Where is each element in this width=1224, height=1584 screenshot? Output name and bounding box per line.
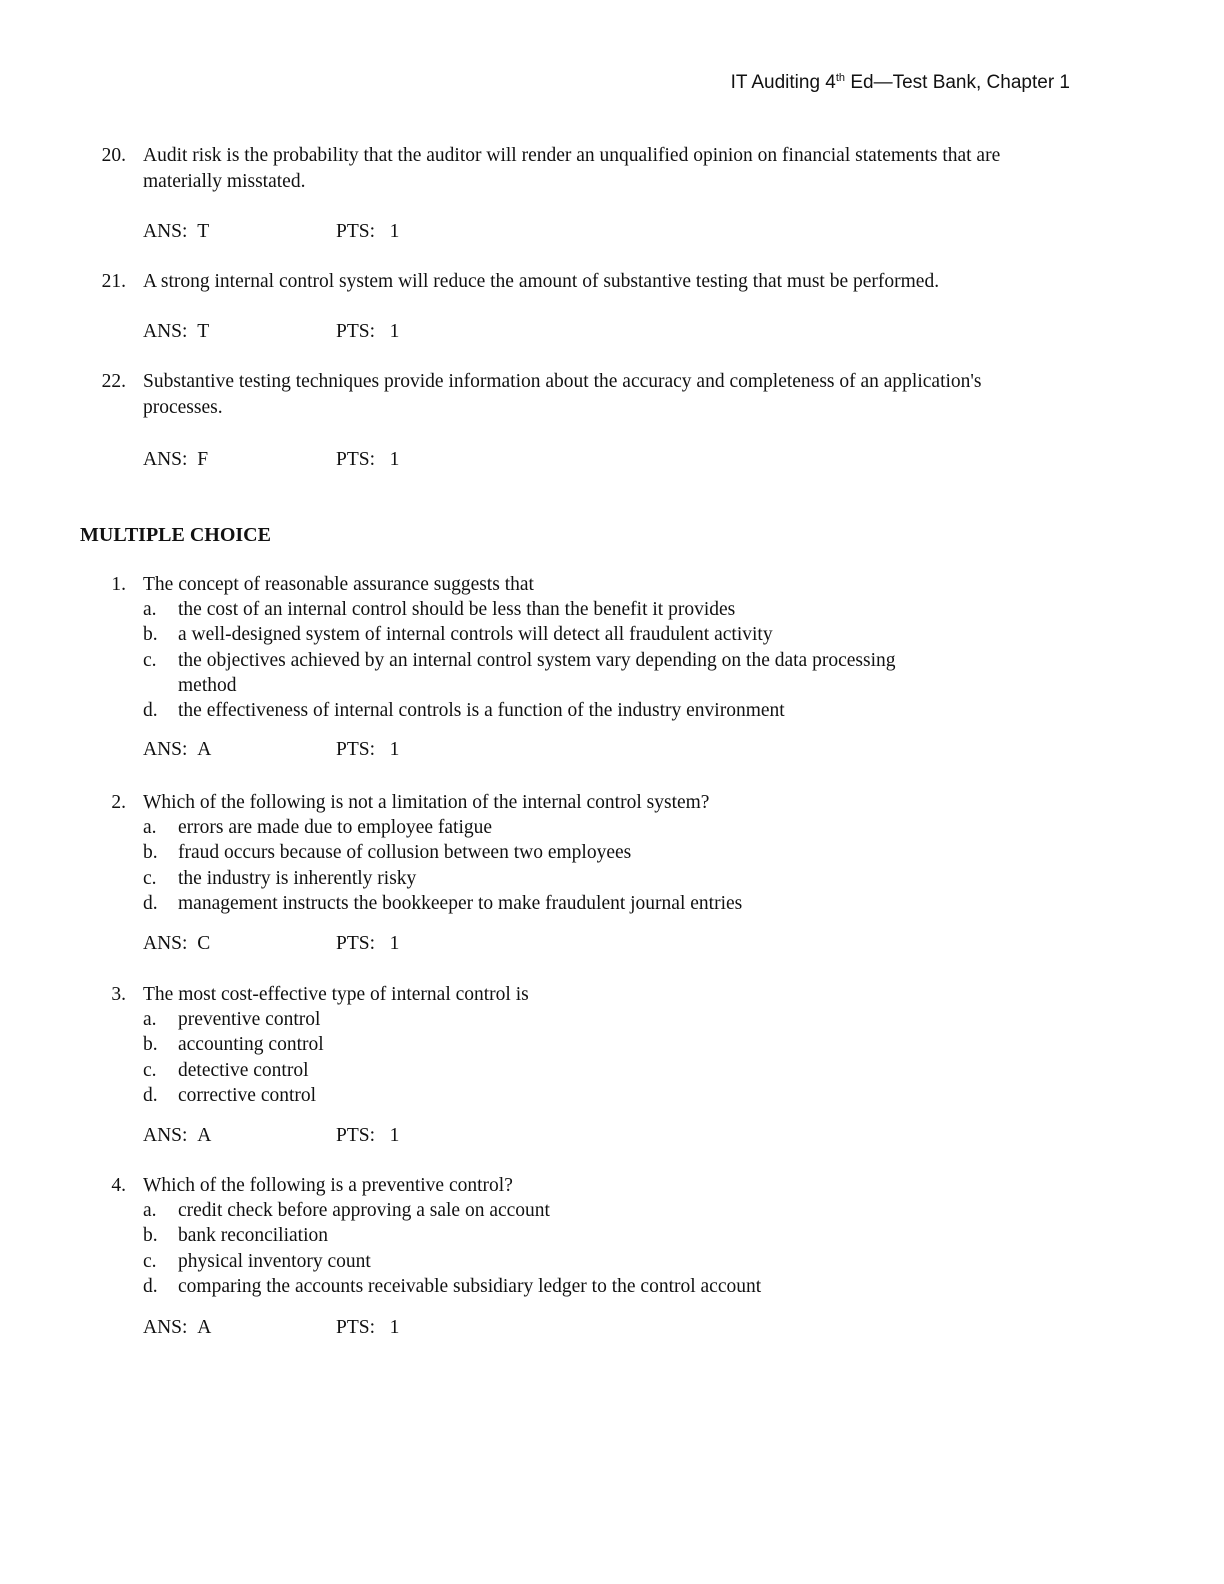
option-letter: c. bbox=[143, 867, 157, 889]
option-letter: a. bbox=[143, 599, 157, 620]
option-text: physical inventory count bbox=[178, 1250, 371, 1272]
pts-group bbox=[336, 219, 399, 245]
options-list bbox=[143, 815, 923, 916]
option-letter: c. bbox=[143, 1059, 157, 1081]
answer-line bbox=[143, 1123, 400, 1149]
option-text: bank reconciliation bbox=[178, 1225, 328, 1247]
option-letter: a. bbox=[143, 1009, 157, 1030]
question-number: 2. bbox=[111, 792, 126, 813]
option-text: detective control bbox=[178, 1059, 309, 1081]
option-d bbox=[143, 1274, 923, 1299]
option-text: the effectiveness of internal controls is a function of the industry environment bbox=[178, 700, 785, 722]
option-text: accounting control bbox=[178, 1034, 324, 1056]
option-letter: b. bbox=[143, 1034, 158, 1056]
header-subtitle: Ed—Test Bank, Chapter 1 bbox=[845, 72, 1070, 93]
options-list bbox=[143, 1007, 923, 1108]
question-number: 22. bbox=[101, 371, 126, 392]
answer-line bbox=[143, 447, 400, 473]
option-b bbox=[143, 622, 903, 647]
option-d bbox=[143, 698, 903, 723]
option-letter: b. bbox=[143, 1225, 158, 1247]
ans-value: A bbox=[197, 1125, 212, 1146]
option-b bbox=[143, 1223, 923, 1248]
ans-label: ANS: bbox=[143, 1317, 188, 1338]
page-header bbox=[731, 72, 1070, 94]
ans-label: ANS: bbox=[143, 449, 188, 470]
pts-group bbox=[336, 1315, 399, 1341]
option-text: credit check before approving a sale on account bbox=[178, 1200, 550, 1221]
option-letter: b. bbox=[143, 624, 158, 646]
option-text: the objectives achieved by an internal control system vary depending on the data processing method bbox=[178, 649, 896, 696]
answer-line bbox=[143, 1315, 400, 1341]
section-title: MULTIPLE CHOICE bbox=[80, 524, 271, 546]
question-text: The concept of reasonable assurance suggests that bbox=[143, 574, 534, 595]
question-text: A strong internal control system will reduce the amount of substantive testing that must be performed. bbox=[143, 271, 940, 292]
ans-label: ANS: bbox=[143, 739, 188, 760]
pts-value: 1 bbox=[389, 739, 400, 760]
question-number: 21. bbox=[101, 271, 126, 292]
question-text: The most cost-effective type of internal control is bbox=[143, 984, 529, 1005]
question-number: 3. bbox=[111, 984, 126, 1005]
pts-group bbox=[336, 447, 399, 473]
pts-label: PTS: bbox=[336, 1125, 376, 1146]
option-text: the industry is inherently risky bbox=[178, 867, 417, 889]
pts-value: 1 bbox=[389, 321, 400, 342]
option-a bbox=[143, 815, 923, 840]
option-c bbox=[143, 866, 923, 891]
option-letter: d. bbox=[143, 892, 158, 914]
option-a bbox=[143, 1007, 923, 1032]
header-superscript: th bbox=[835, 72, 846, 84]
pts-value: 1 bbox=[389, 1125, 400, 1146]
pts-group bbox=[336, 737, 399, 763]
option-text: errors are made due to employee fatigue bbox=[178, 817, 493, 838]
option-d bbox=[143, 1083, 923, 1108]
option-c bbox=[143, 648, 903, 699]
option-text: a well-designed system of internal controls will detect all fraudulent activity bbox=[178, 624, 773, 646]
ans-label: ANS: bbox=[143, 933, 188, 954]
ans-label: ANS: bbox=[143, 321, 188, 342]
pts-label: PTS: bbox=[336, 1317, 376, 1338]
option-text: corrective control bbox=[178, 1084, 317, 1106]
pts-label: PTS: bbox=[336, 321, 376, 342]
question-number: 4. bbox=[111, 1175, 126, 1196]
option-letter: d. bbox=[143, 1084, 158, 1106]
option-letter: b. bbox=[143, 842, 158, 864]
ans-label: ANS: bbox=[143, 1125, 188, 1146]
pts-value: 1 bbox=[389, 449, 400, 470]
option-b bbox=[143, 840, 923, 865]
option-d bbox=[143, 891, 923, 916]
pts-group bbox=[336, 1123, 399, 1149]
question-text: Which of the following is a preventive control? bbox=[143, 1175, 513, 1196]
option-c bbox=[143, 1249, 923, 1274]
ans-label: ANS: bbox=[143, 221, 188, 242]
pts-label: PTS: bbox=[336, 739, 376, 760]
pts-value: 1 bbox=[389, 221, 400, 242]
option-letter: d. bbox=[143, 1275, 158, 1297]
question-text: Audit risk is the probability that the auditor will render an unqualified opinion on financial statements that are materially misstated. bbox=[143, 145, 1001, 192]
options-list bbox=[143, 1198, 923, 1299]
question-number: 20. bbox=[101, 145, 126, 166]
ans-value: A bbox=[197, 1317, 212, 1338]
option-letter: c. bbox=[143, 1250, 157, 1272]
option-letter: a. bbox=[143, 817, 157, 838]
question-number: 1. bbox=[111, 574, 126, 595]
answer-line bbox=[143, 219, 400, 245]
ans-value: A bbox=[197, 739, 212, 760]
pts-label: PTS: bbox=[336, 449, 376, 470]
option-b bbox=[143, 1032, 923, 1057]
option-text: preventive control bbox=[178, 1009, 321, 1030]
option-a bbox=[143, 1198, 923, 1223]
answer-line bbox=[143, 931, 400, 957]
option-text: comparing the accounts receivable subsidiary ledger to the control account bbox=[178, 1275, 762, 1297]
pts-label: PTS: bbox=[336, 221, 376, 242]
ans-value: T bbox=[197, 321, 210, 342]
option-letter: a. bbox=[143, 1200, 157, 1221]
answer-line bbox=[143, 737, 400, 763]
option-text: management instructs the bookkeeper to make fraudulent journal entries bbox=[178, 892, 743, 914]
question-text: Substantive testing techniques provide information about the accuracy and completeness of an application's processes. bbox=[143, 371, 982, 418]
options-list bbox=[143, 597, 903, 723]
option-text: fraud occurs because of collusion between two employees bbox=[178, 842, 632, 864]
pts-group bbox=[336, 931, 399, 957]
pts-value: 1 bbox=[389, 933, 400, 954]
pts-value: 1 bbox=[389, 1317, 400, 1338]
option-letter: c. bbox=[143, 649, 157, 671]
option-text: the cost of an internal control should be less than the benefit it provides bbox=[178, 599, 736, 620]
header-title: IT Auditing 4 bbox=[730, 72, 836, 93]
option-letter: d. bbox=[143, 700, 158, 722]
option-c bbox=[143, 1058, 923, 1083]
pts-label: PTS: bbox=[336, 933, 376, 954]
ans-value: F bbox=[197, 449, 209, 470]
ans-value: T bbox=[197, 221, 210, 242]
ans-value: C bbox=[197, 933, 211, 954]
question-text: Which of the following is not a limitation of the internal control system? bbox=[143, 792, 710, 813]
pts-group bbox=[336, 319, 399, 345]
option-a bbox=[143, 597, 903, 622]
answer-line bbox=[143, 319, 400, 345]
